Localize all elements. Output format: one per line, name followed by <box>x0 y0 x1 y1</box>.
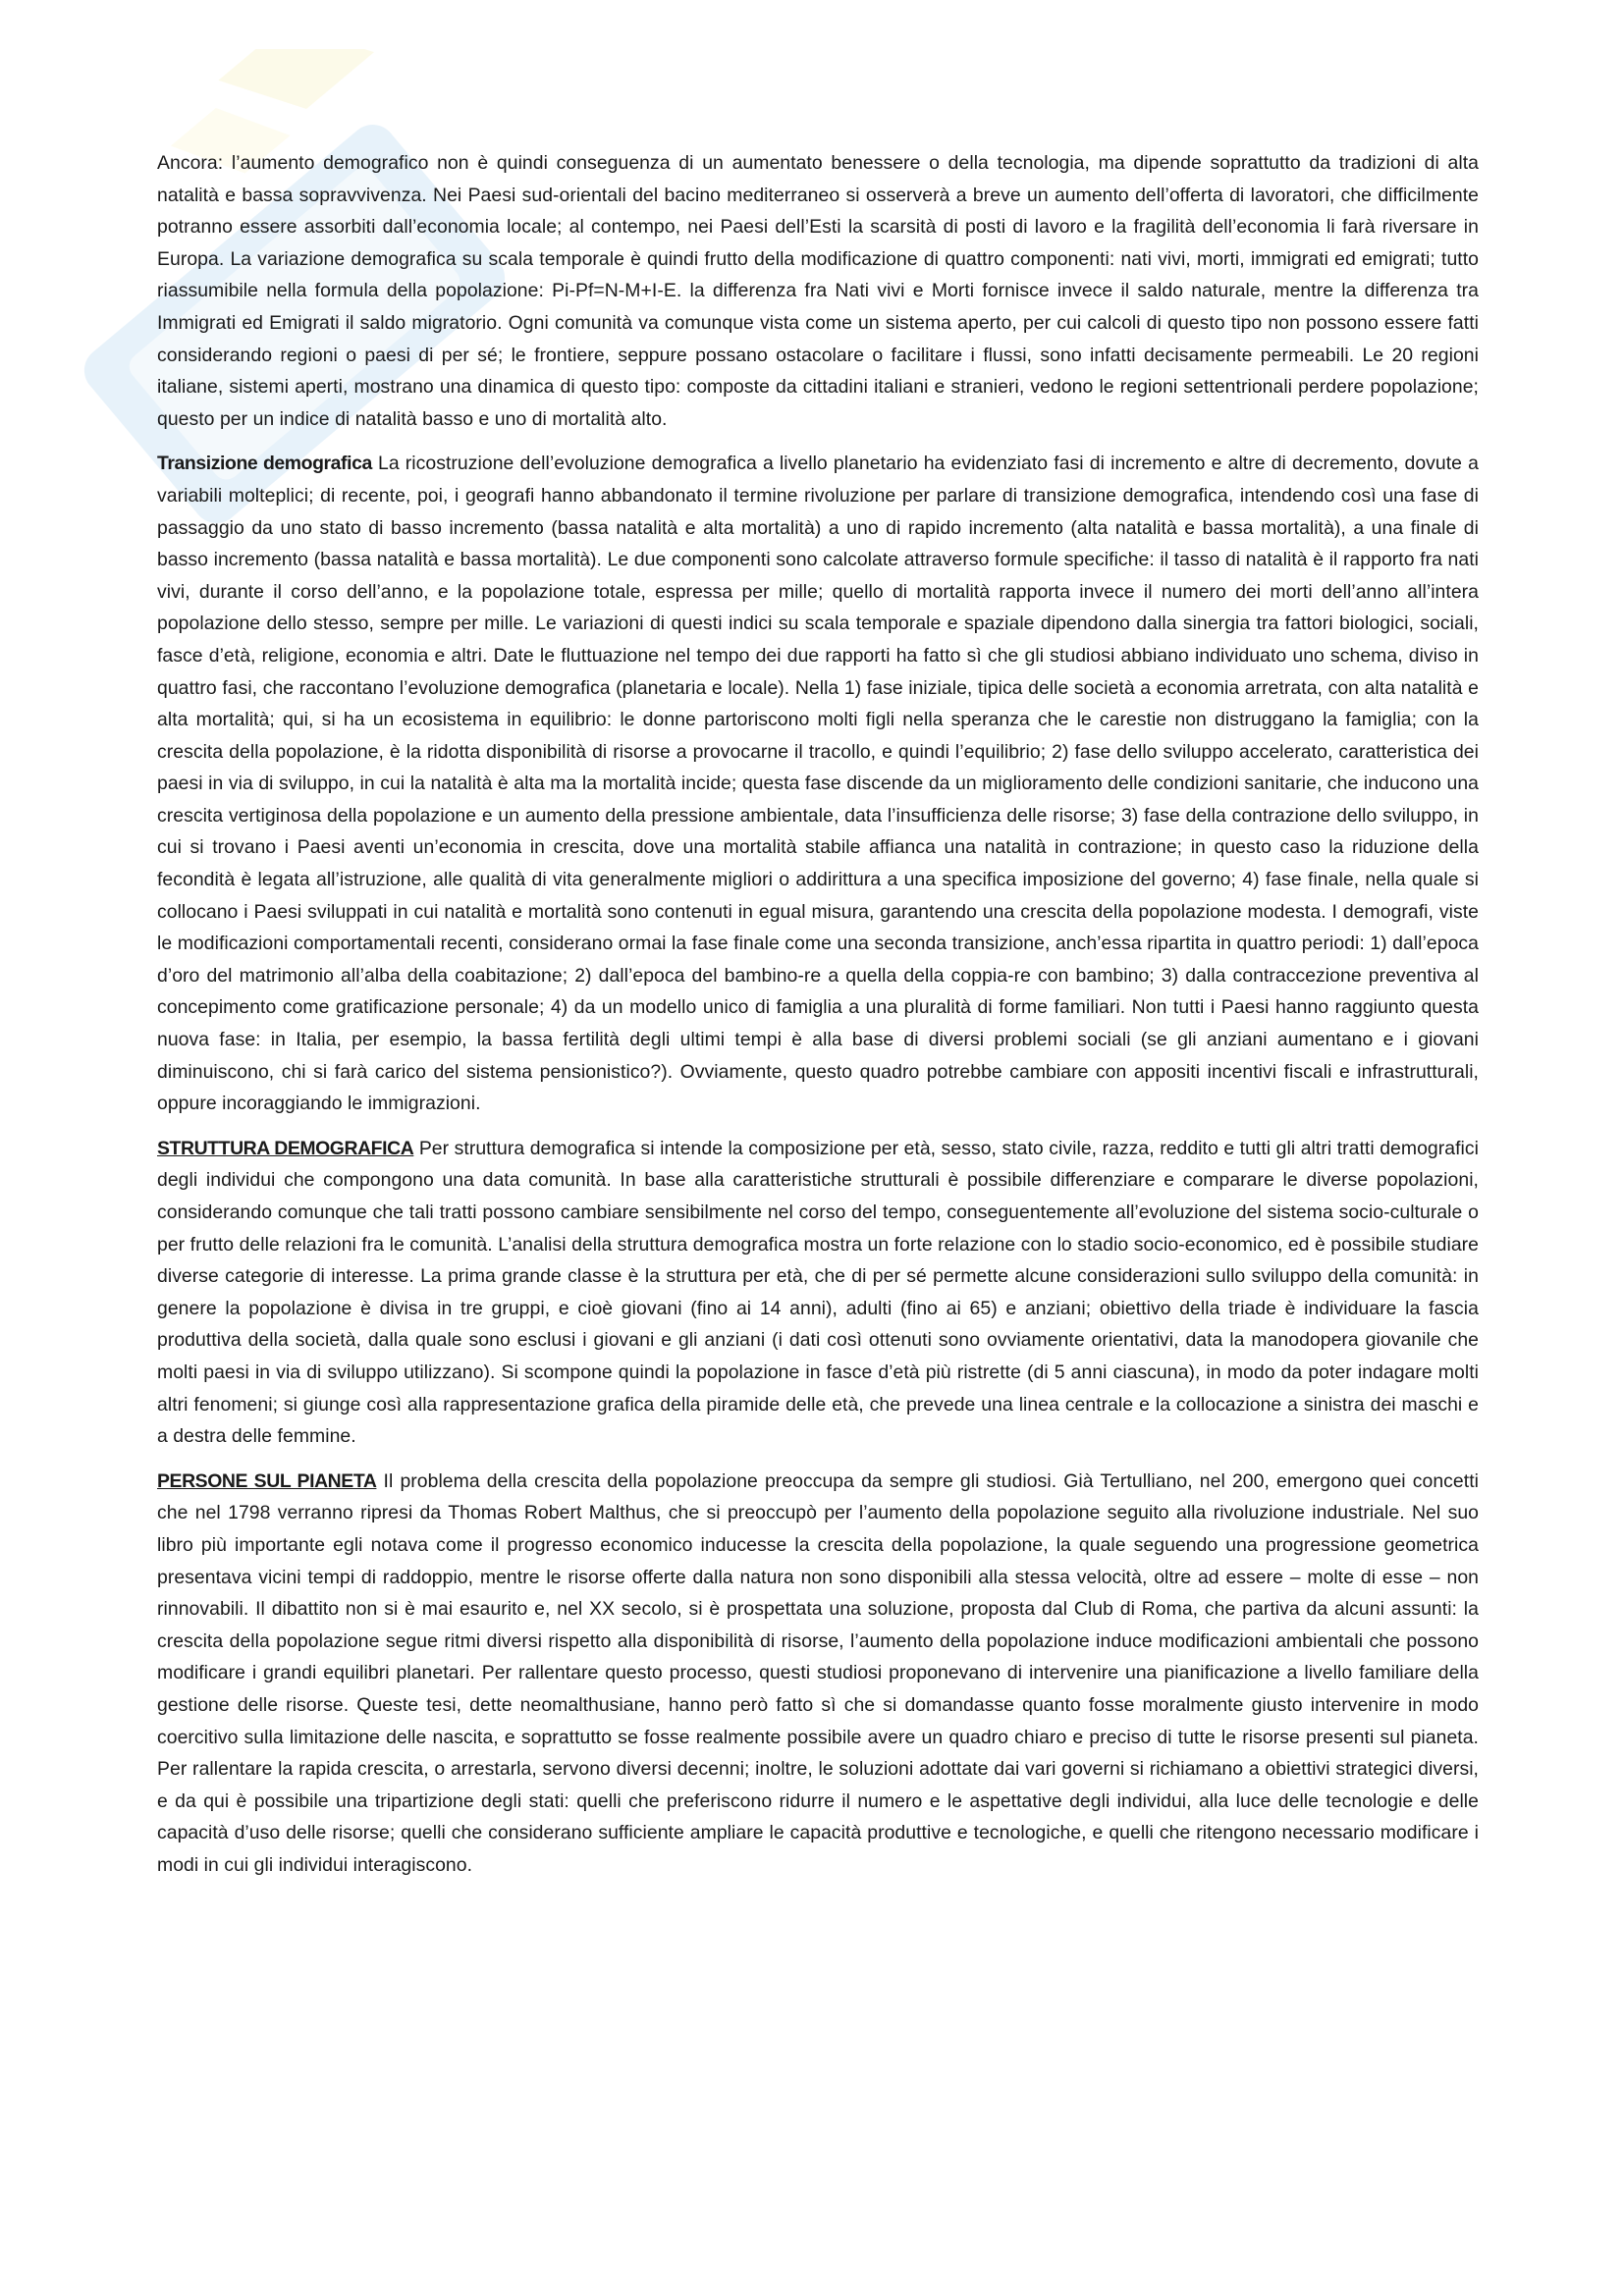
paragraph-persone-sul-pianeta <box>157 1466 1479 1882</box>
paragraph-transizione-demografica <box>157 448 1479 1119</box>
section-heading-persone: PERSONE SUL PIANETA <box>157 1469 377 1492</box>
section-heading-struttura: STRUTTURA DEMOGRAFICA <box>157 1137 414 1159</box>
paragraph-intro-text: Ancora: l’aumento demografico non è quindi conseguenza di un aumentato benessere o della tecnologia, ma dipende soprattutto da tradizioni di alta natalità e bassa sopravvivenza. Nei Paesi sud-orientali del bacino mediterraneo si osserverà a breve un aumento dell’offerta di lavoratori, che difficilmente potranno essere assorbiti dall’economia locale; al contempo, nei Paesi dell’Esti la scarsità di posti di lavoro e la fragilità dell’economia li farà riversare in Europa. La variazione demografica su scala temporale è quindi frutto della modificazione di quattro componenti: nati vivi, morti, immigrati ed emigrati; tutto riassumibile nella formula della popolazione: Pi-Pf=N-M+I-E. la differenza fra Nati vivi e Morti fornisce invece il saldo naturale, mentre la differenza tra Immigrati ed Emigrati il saldo migratorio. Ogni comunità va comunque vista come un sistema aperto, per cui calcoli di questo tipo non possono essere fatti considerando regioni o paesi di per sé; le frontiere, seppure possano ostacolare o facilitare i flussi, sono infatti decisamente permeabili. Le 20 regioni italiane, sistemi aperti, mostrano una dinamica di questo tipo: composte da cittadini italiani e stranieri, vedono le regioni settentrionali perdere popolazione; questo per un indice di natalità basso e uno di mortalità alto. <box>157 152 1479 430</box>
paragraph-intro <box>157 147 1479 435</box>
document-body <box>157 147 1479 1894</box>
paragraph-persone-text: Il problema della crescita della popolazione preoccupa da sempre gli studiosi. Già Tertulliano, nel 200, emergono quei concetti che nel 1798 verranno ripresi da Thomas Robert Malthus, che si preoccupò per l’aumento della popolazione seguito alla rivoluzione industriale. Nel suo libro più importante egli notava come il progresso economico inducesse la crescita della popolazione, la quale seguendo una progressione geometrica presentava vicini tempi di raddoppio, mentre le risorse offerte dalla natura non sono disponibili alla stessa velocità, oltre ad essere – molte di esse – non rinnovabili. Il dibattito non si è mai esaurito e, nel XX secolo, si è prospettata una soluzione, proposta dal Club di Roma, che partiva da alcuni assunti: la crescita della popolazione segue ritmi diversi rispetto alla disponibilità di risorse, l’aumento della popolazione induce modificazioni ambientali che possono modificare i grandi equilibri planetari. Per rallentare questo processo, questi studiosi proponevano di intervenire una pianificazione a livello familiare della gestione delle risorse. Queste tesi, dette neomalthusiane, hanno però fatto sì che si domandasse quanto fosse moralmente giusto intervenire in modo coercitivo sulla limitazione delle nascita, e soprattutto se fosse realmente possibile avere un quadro chiaro e preciso di tutte le risorse presenti sul pianeta. Per rallentare la rapida crescita, o arrestarla, servono diversi decenni; inoltre, le soluzioni adottate dai vari governi si richiamano a obiettivi strategici diversi, e da qui è possibile una tripartizione degli stati: quelli che preferiscono ridurre il numero e le aspettative degli individui, alla luce delle tecnologie e delle capacità d’uso delle risorse; quelli che considerano sufficiente ampliare le capacità produttive e tecnologiche, e quelli che ritengono necessario modificare i modi in cui gli individui interagiscono. <box>157 1469 1479 1876</box>
paragraph-transizione-text: La ricostruzione dell’evoluzione demografica a livello planetario ha evidenziato fasi di incremento e altre di decremento, dovute a variabili molteplici; di recente, poi, i geografi hanno abbandonato il termine rivoluzione per parlare di transizione demografica, intendendo così una fase di passaggio da uno stato di basso incremento (bassa natalità e alta mortalità) a uno di rapido incremento (alta natalità e bassa mortalità), a una finale di basso incremento (bassa natalità e bassa mortalità). Le due componenti sono calcolate attraverso formule specifiche: il tasso di natalità è il rapporto fra nati vivi, durante il corso dell’anno, e la popolazione totale, espressa per mille; quello di mortalità rapporta invece il numero dei morti dell’anno all’intera popolazione dello stesso, sempre per mille. Le variazioni di questi indici su scala temporale e spaziale dipendono dalla sinergia tra fattori biologici, sociali, fasce d’età, religione, economia e altri. Date le fluttuazione nel tempo dei due rapporti ha fatto sì che gli studiosi abbiano individuato uno schema, diviso in quattro fasi, che raccontano l’evoluzione demografica (planetaria e locale). Nella 1) fase iniziale, tipica delle società a economia arretrata, con alta natalità e alta mortalità; qui, si ha un ecosistema in equilibrio: le donne partoriscono molti figli nella speranza che le carestie non distruggano la famiglia; con la crescita della popolazione, è la ridotta disponibilità di risorse a provocarne il tracollo, e quindi l’equilibrio; 2) fase dello sviluppo accelerato, caratteristica dei paesi in via di sviluppo, in cui la natalità è alta ma la mortalità incide; questa fase discende da un miglioramento delle condizioni sanitarie, che inducono una crescita vertiginosa della popolazione e un aumento della pressione ambientale, data l’insufficienza delle risorse; 3) fase della contrazione dello sviluppo, in cui si trovano i Paesi aventi un’economia in crescita, dove una mortalità stabile affianca una natalità in contrazione; in questo caso la riduzione della fecondità è legata all’istruzione, alle qualità di vita generalmente migliori o addirittura a una specifica imposizione del governo; 4) fase finale, nella quale si collocano i Paesi sviluppati in cui natalità e mortalità sono contenuti in egual misura, garantendo una crescita della popolazione modesta. I demografi, viste le modificazioni comportamentali recenti, considerano ormai la fase finale come una seconda transizione, anch’essa ripartita in quattro periodi: 1) dall’epoca d’oro del matrimonio all’alba della coabitazione; 2) dall’epoca del bambino-re a quella della coppia-re con bambino; 3) dalla contraccezione preventiva al concepimento come gratificazione personale; 4) da un modello unico di famiglia a una pluralità di forme familiari. Non tutti i Paesi hanno raggiunto questa nuova fase: in Italia, per esempio, la bassa fertilità degli ultimi tempi è alla base di diversi problemi sociali (se gli anziani aumentano e i giovani diminuiscono, chi si farà carico del sistema pensionistico?). Ovviamente, questo quadro potrebbe cambiare con appositi incentivi fiscali e infrastrutturali, oppure incoraggiando le immigrazioni. <box>157 453 1479 1115</box>
paragraph-struttura-text: Per struttura demografica si intende la composizione per età, sesso, stato civile, razza, reddito e tutti gli altri tratti demografici degli individui che compongono una data comunità. In base alla caratteristiche strutturali è possibile differenziare e comparare le diverse popolazioni, considerando comunque che tali tratti possono cambiare sensibilmente nel corso del tempo, conseguentemente all’evoluzione del sistema socio-culturale o per frutto delle relazioni fra le comunità. L’analisi della struttura demografica mostra un forte relazione con lo stadio socio-economico, ed è possibile studiare diverse categorie di interesse. La prima grande classe è la struttura per età, che di per sé permette alcune considerazioni sullo sviluppo della comunità: in genere la popolazione è divisa in tre gruppi, e cioè giovani (fino ai 14 anni), adulti (fino ai 65) e anziani; obiettivo della triade è individuare la fascia produttiva della società, dalla quale sono esclusi i giovani e gli anziani (i dati così ottenuti sono ovviamente orientativi, data la manodopera giovanile che molti paesi in via di sviluppo utilizzano). Si scompone quindi la popolazione in fasce d’età più ristrette (di 5 anni ciascuna), in modo da poter indagare molti altri fenomeni; si giunge così alla rappresentazione grafica della piramide delle età, che prevede una linea centrale e la collocazione a sinistra dei maschi e a destra delle femmine. <box>157 1137 1479 1448</box>
paragraph-struttura-demografica <box>157 1133 1479 1453</box>
section-heading-transizione: Transizione demografica <box>157 453 372 475</box>
